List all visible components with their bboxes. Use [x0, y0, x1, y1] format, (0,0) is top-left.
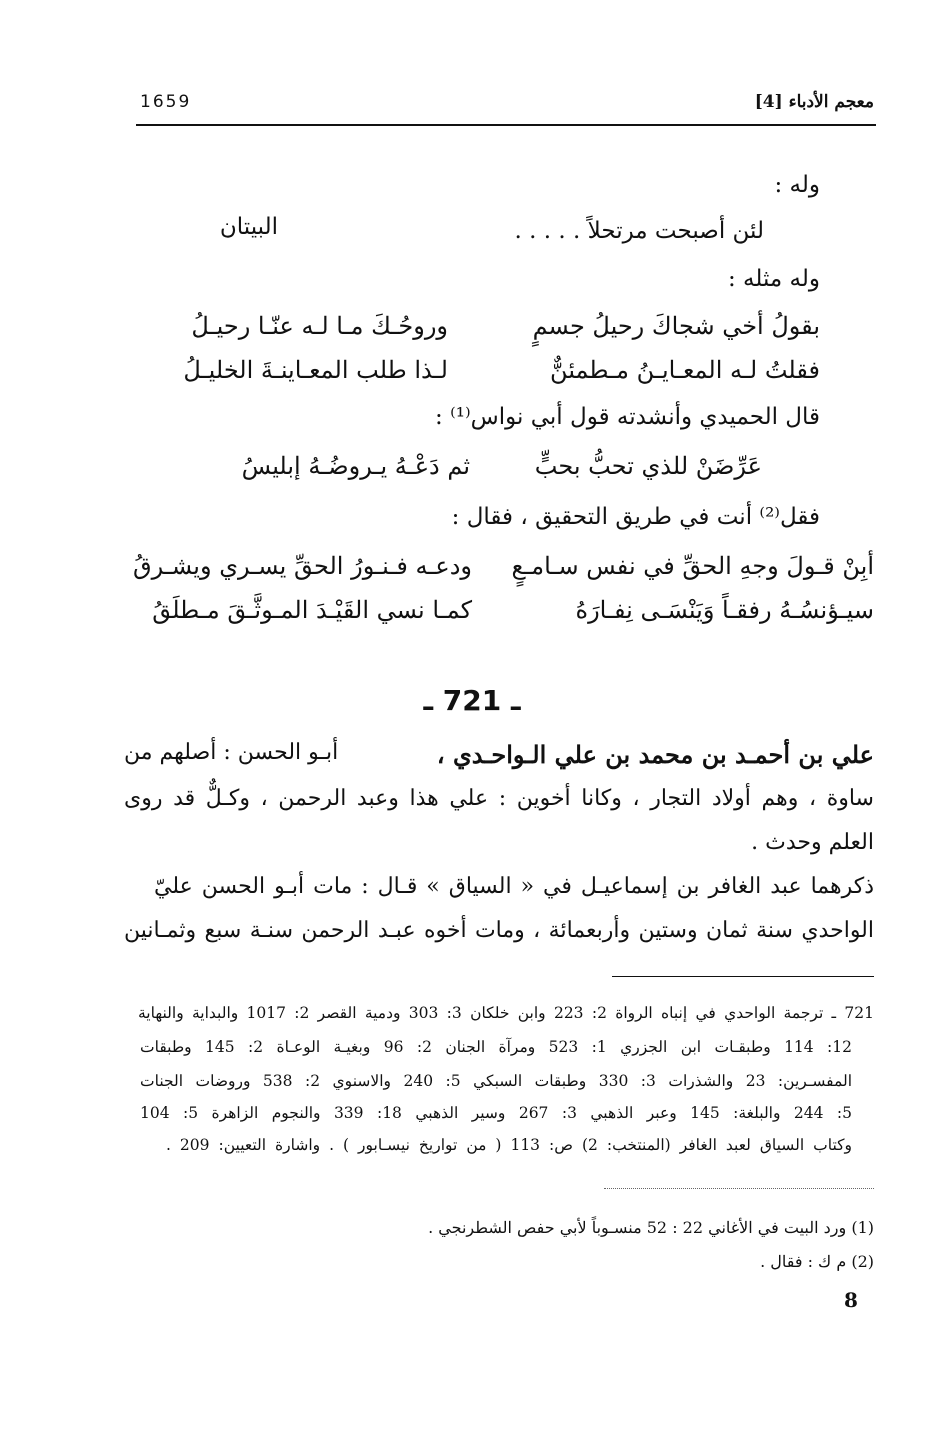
verse4-first-hemistich: أبِنْ قـولَ وجهِ الحقِّ في نفس سـامـعٍ [511, 552, 874, 580]
reference-line: المفسـرين: 23 والشذرات 3: 330 وطبقات السبكي 5: 240 والاسنوي 2: 538 وروضات الجنات [140, 1072, 853, 1090]
entry-line-4: ذكرهما عبد الغافر بن إسماعيـل في « السياق » قـال : مات أبـو الحسن عليّ [154, 874, 874, 899]
verse5-first-hemistich: سيـؤنسُـهُ رفقـاً وَيَنْسَـى نِفـارَهُ [575, 596, 874, 624]
notes-rule [612, 976, 874, 977]
reference-line: 721 ـ ترجمة الواحدي في إنباه الرواة 2: 223 وابن خلكان 3: 303 ودمية القصر 2: 1017 والبداية والنهاية [138, 1004, 874, 1022]
entry-line1-rest: أبـو الحسن : أصلهم من [124, 740, 339, 765]
entry-line-3: العلم وحدث . [751, 830, 874, 855]
wa-lahu-mithluhu-line: وله مثله : [727, 266, 820, 292]
entry-line-1 [124, 740, 874, 769]
entry-line-2: ساوة ، وهم أولاد التجار ، وكانا أخوين : علي هذا وعبد الرحمن ، وكـلٌّ قد روى [124, 786, 874, 811]
verse2-first-hemistich: فقلتُ لـه المعـايـنُ مـطمئنٌّ [550, 356, 820, 384]
reference-line: 5: 244 والبلغة: 145 وعبر الذهبي 3: 267 وسير الذهبي 18: 339 والنجوم الزاهرة 5: 104 [140, 1104, 853, 1122]
sheet-number: 8 [844, 1288, 858, 1312]
entry-number: ـ 721 ـ [423, 684, 521, 717]
faqal-line: فقل⁽²⁾ أنت في طريق التحقيق ، فقال : [451, 504, 820, 530]
footnote-separator [604, 1188, 874, 1189]
footnote-2: (2) م ك : فقال . [760, 1252, 874, 1271]
entry-name: علي بن أحمـد بن محمد بن علي الـواحـدي ، [436, 740, 874, 769]
verse1-first-hemistich: بقولُ أخي شجاكَ رحيلُ جسمٍ [532, 312, 820, 340]
wa-lahu-line: وله : [774, 172, 820, 198]
reference-line: وكتاب السياق لعبد الغافر (المنتخب: 2) ص: 113 ( من تواريخ نيسـابور ) . واشارة التعيين: 209 . [166, 1136, 852, 1154]
verse3-first-hemistich: عَرِّضَنْ للذي تحبُّ بحبٍّ [534, 452, 762, 480]
header-rule [136, 124, 876, 126]
reference-line: 12: 114 وطبقـات ابن الجزري 1: 523 ومرآة الجنان 2: 96 وبغيـة الوعـاة 2: 145 وطبقات [140, 1038, 852, 1056]
verse2-second-hemistich: لـذا طلب المعـاينـةَ الخليـلُ [183, 356, 448, 384]
hemistich-line1-right: لئن أصبحت مرتحلاً . . . . . [514, 218, 764, 244]
verse3-second-hemistich: ثم دَعْـهُ يـروضُـهُ إبليسُ [241, 452, 470, 480]
hemistich-line1-left: البيتان [219, 214, 278, 240]
page-number: 1659 [140, 92, 192, 112]
verse1-second-hemistich: وروحُـكَ مـا لـه عنّـا رحيـلُ [191, 312, 448, 340]
verse5-second-hemistich: كمـا نسي القَيْـدَ المـوثَّـقَ مـطلَقُ [152, 596, 472, 624]
humaydi-line: قال الحميدي وأنشدته قول أبي نواس⁽¹⁾ : [435, 404, 820, 430]
footnote-1: (1) ورد البيت في الأغاني 22 : 52 منسـوباً لأبي حفص الشطرنجي . [428, 1218, 874, 1237]
entry-line-5: الواحدي سنة ثمان وستين وأربعمائة ، ومات أخوه عبـد الرحمن سنـة سبع وثمـانين [124, 918, 874, 943]
verse4-second-hemistich: ودعـه فـنـورُ الحقِّ يسـري ويشـرقُ [133, 552, 472, 580]
running-title: معجم الأدباء [4] [754, 92, 874, 112]
